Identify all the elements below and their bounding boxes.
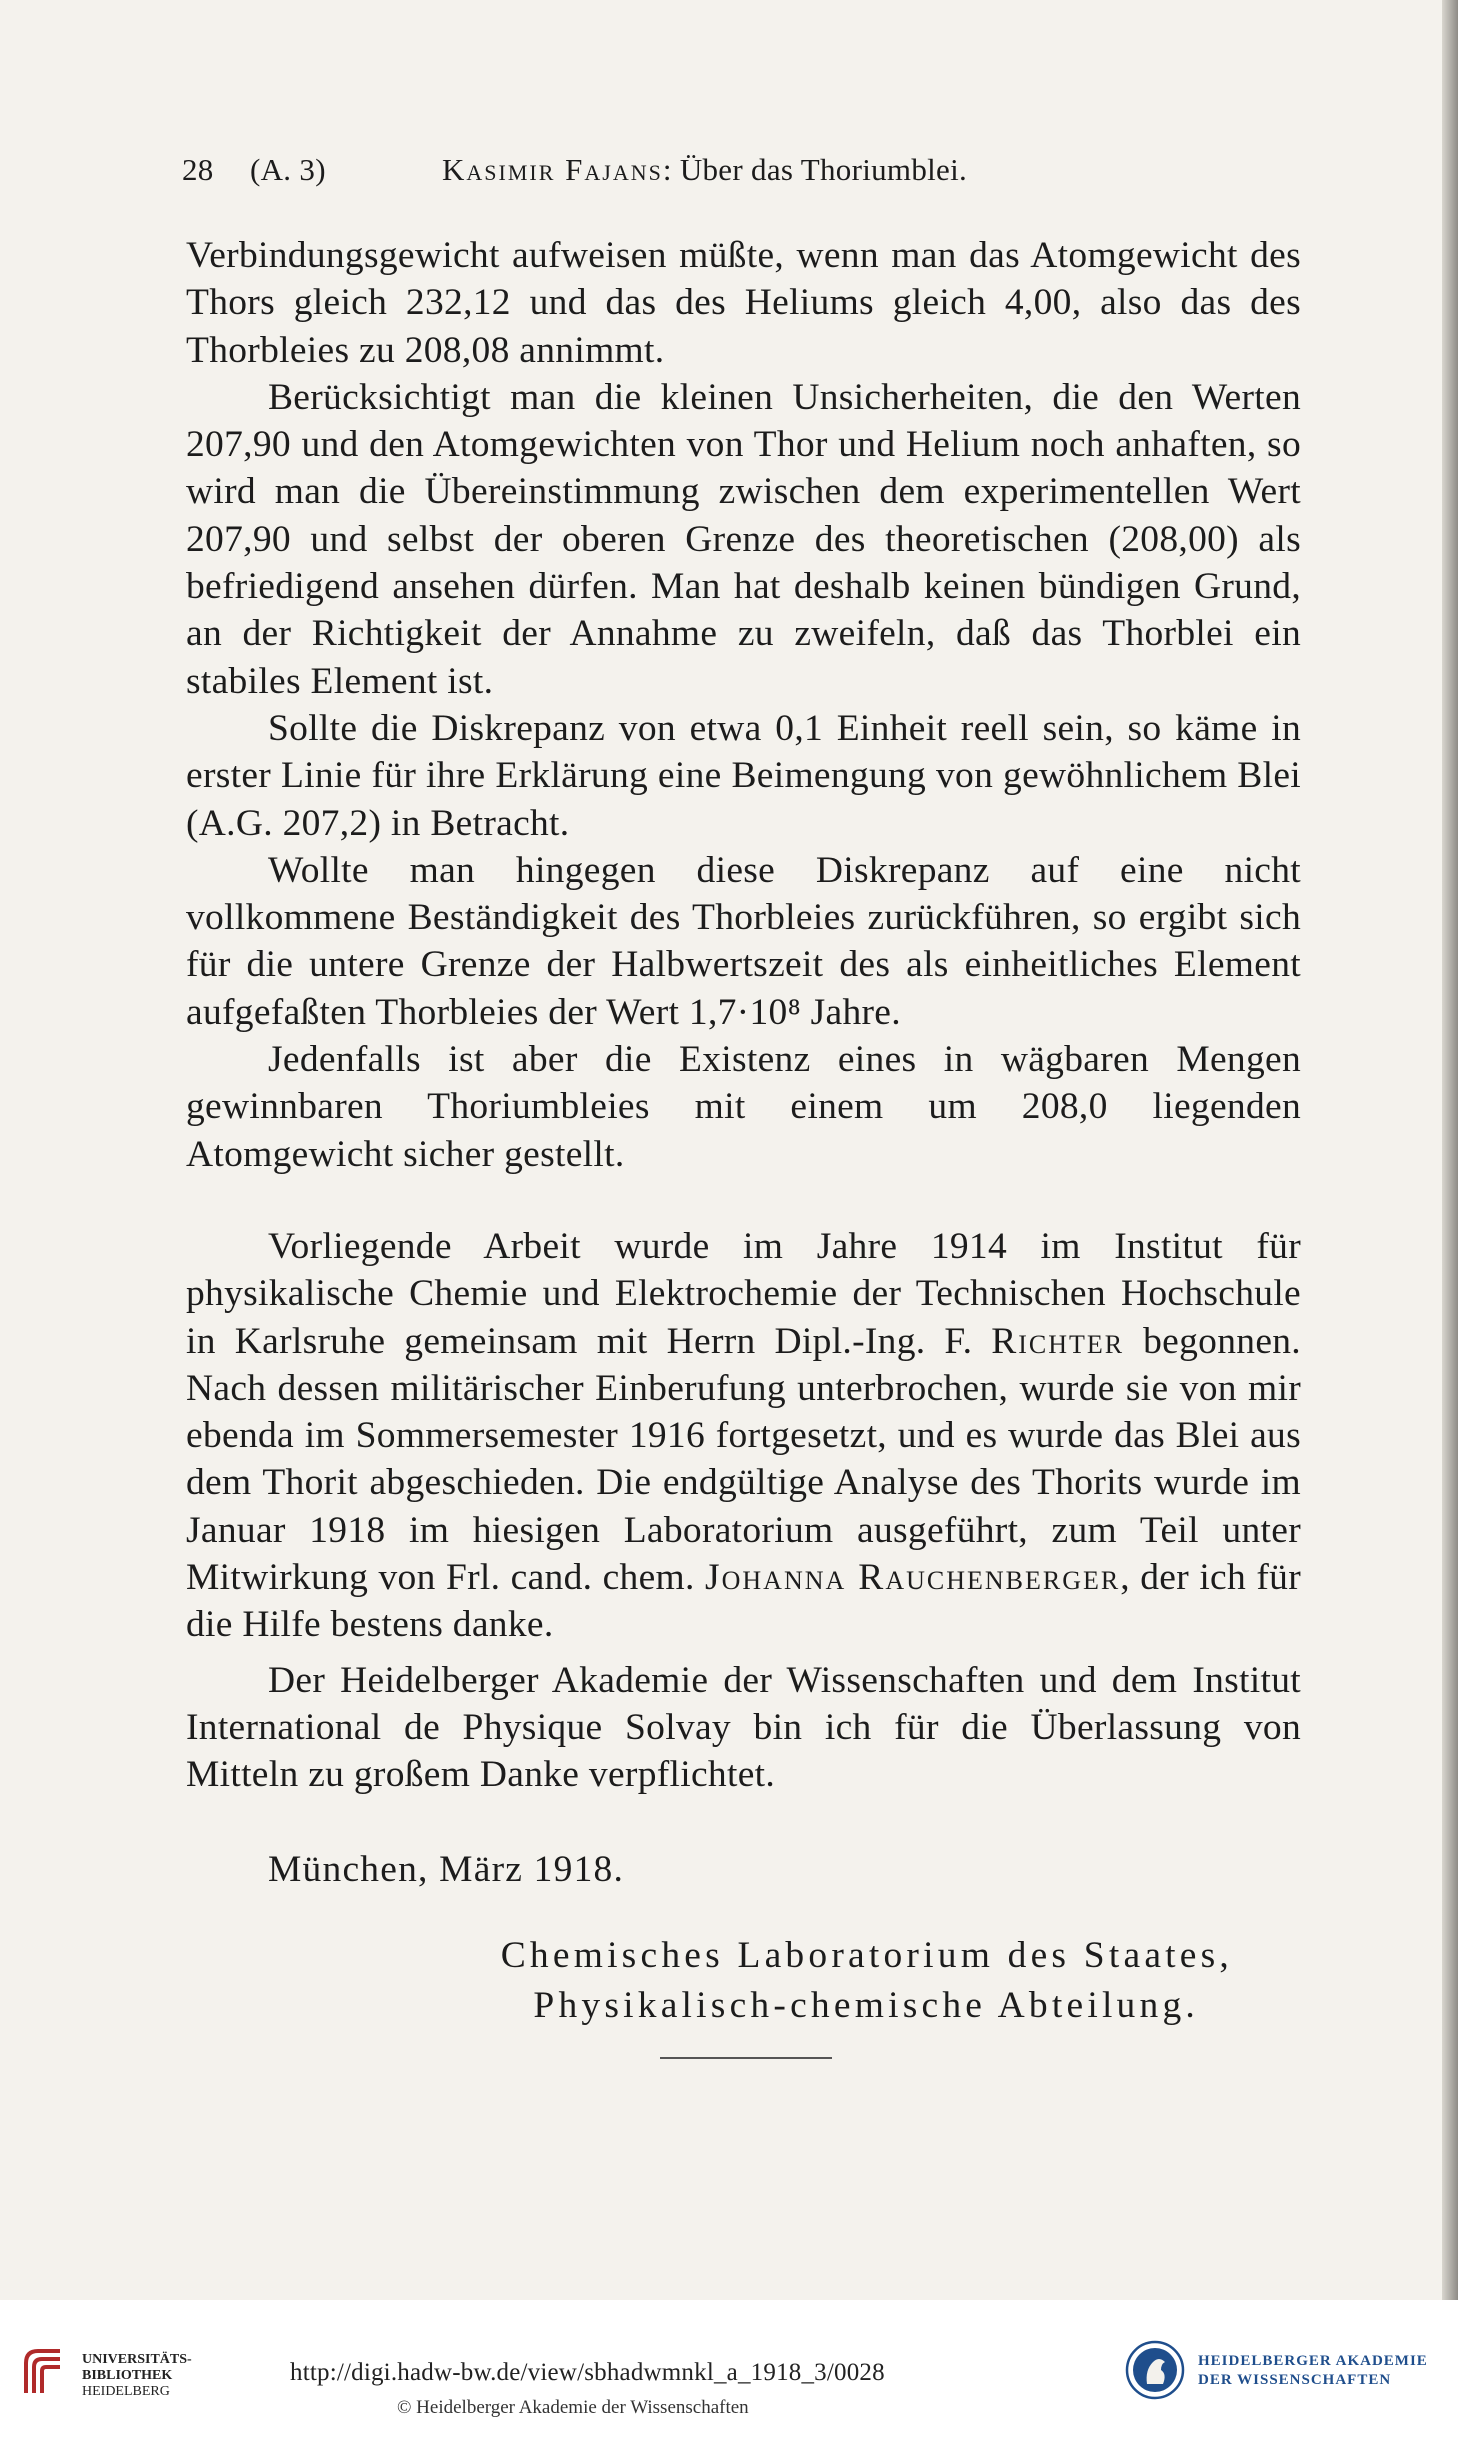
- paragraph: Berücksichtigt man die kleinen Unsicherheiten, die den Werten 207,90 und den Atomgewichten von Thor und Helium noch anhaften, so wird man die Übereinstimmung zwischen dem experimentellen Wert 207,90 und selbst der oberen Grenze des theoretischen (208,00) als befriedigend ansehen dürfen. Man hat deshalb keinen bündigen Grund, an der Richtigkeit der Annahme zu zweifeln, daß das Thorblei ein stabiles Element ist.: [186, 376, 1301, 702]
- copyright-notice: © Heidelberger Akademie der Wissenschaften: [397, 2397, 749, 2418]
- running-title: [442, 152, 967, 188]
- person-name-richter: Richter: [991, 1320, 1125, 1362]
- ub-heidelberg-name: [82, 2352, 192, 2400]
- author-name: Kasimir Fajans: [442, 152, 663, 187]
- main-text: [186, 232, 1301, 1799]
- paragraph: Sollte die Diskrepanz von etwa 0,1 Einheit reell sein, so käme in erster Linie für ihre Erklärung eine Beimengung von gewöhnlichem Blei (A.G. 207,2) in Betracht.: [186, 707, 1301, 844]
- hadw-name-line: HEIDELBERGER AKADEMIE: [1198, 2353, 1428, 2369]
- ub-name-line: BIBLIOTHEK: [82, 2368, 173, 2383]
- place-date: München, März 1918.: [268, 1849, 625, 1890]
- paragraph: Jedenfalls ist aber die Existenz eines in wägbaren Mengen gewinnbaren Thoriumbleies mit einem um 208,0 liegenden Atomgewicht sicher gestellt.: [186, 1039, 1301, 1175]
- ack-text: begonnen. Nach dessen militärischer Einberufung unterbrochen, wurde sie von mir ebenda im Sommersemester 1916 fortgesetzt, und es wurde das Blei aus dem Thorit abgeschieden. Die endgültige Analyse des Thorits wurde im Januar 1918 im hiesigen Laboratorium ausgeführt, zum Teil unter Mitwirkung von Frl. cand. chem.: [186, 1320, 1301, 1599]
- section-marker: (A. 3): [250, 152, 326, 187]
- hadw-name-line: DER WISSENSCHAFTEN: [1198, 2372, 1392, 2388]
- running-header: [182, 152, 1302, 192]
- article-title: : Über das Thoriumblei.: [662, 152, 968, 187]
- person-name-rauchenberger: Johanna Rauchenberger: [705, 1557, 1121, 1599]
- end-rule: [660, 2057, 832, 2059]
- ack-text: , der ich für die Hilfe bestens danke.: [186, 1557, 1301, 1646]
- hadw-seal-icon: [1125, 2340, 1185, 2400]
- funding-paragraph: Der Heidelberger Akademie der Wissenschaften und dem Institut International de Physique Solvay bin ich für die Überlassung von Mitteln zu großem Danke verpflichtet.: [186, 1659, 1301, 1796]
- page-edge-shadow: [1442, 0, 1458, 2300]
- acknowledgement-paragraph: [186, 1223, 1301, 1649]
- permalink-url[interactable]: http://digi.hadw-bw.de/view/sbhadwmnkl_a_1918_3/0028: [290, 2359, 885, 2386]
- ub-name-line: UNIVERSITÄTS-: [82, 2352, 192, 2367]
- paragraph-continued: Verbindungsgewicht aufweisen müßte, wenn man das Atomgewicht des Thors gleich 232,12 und das des Heliums gleich 4,00, also das des Thorbleies zu 208,08 annimmt.: [186, 235, 1301, 371]
- affiliation-signature: [186, 1931, 1301, 2031]
- paragraph: Wollte man hingegen diese Diskrepanz auf eine nicht vollkommene Beständigkeit des Thorbleies zurückführen, so ergibt sich für die untere Grenze der Halbwertszeit des als einheitliches Element aufgefaßten Thorbleies der Wert 1,7·10⁸ Jahre.: [186, 849, 1301, 1033]
- hadw-name: [1198, 2352, 1428, 2390]
- ub-heidelberg-logo-icon: [18, 2343, 68, 2398]
- affiliation-line-1: Chemisches Laboratorium des Staates,: [500, 1935, 1233, 1976]
- ub-name-line: HEIDELBERG: [82, 2384, 170, 2399]
- ack-text: Vorliegende Arbeit wurde im Jahre 1914 im Institut für physikalische Chemie und Elektrochemie der Technischen Hochschule in Karlsruhe gemeinsam mit Herrn Dipl.-Ing. F.: [186, 1225, 1301, 1362]
- page-number: 28: [182, 152, 214, 187]
- affiliation-line-2: Physikalisch-chemische Abteilung.: [533, 1985, 1199, 2026]
